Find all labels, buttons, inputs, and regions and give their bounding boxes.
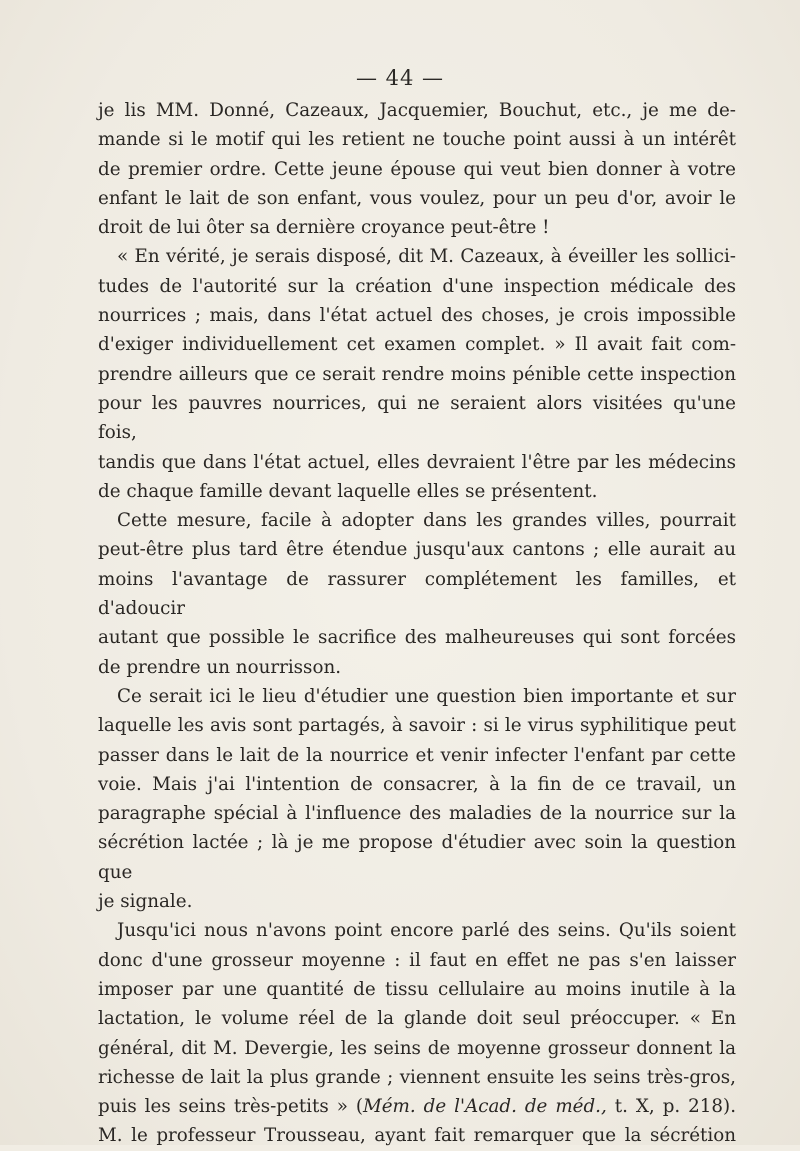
- text-line: lactation, le volume réel de la glande doit seul préoccuper. « En: [98, 1008, 736, 1030]
- text-line: peut-être plus tard être étendue jusqu'aux cantons ; elle aurait au: [98, 539, 736, 561]
- text-line: richesse de lait la plus grande ; viennent ensuite les seins très-gros,: [98, 1066, 736, 1088]
- page-number: — 44 —: [355, 66, 445, 90]
- text-line: imposer par une quantité de tissu cellulaire au moins inutile à la: [98, 978, 736, 1000]
- text-line: prendre ailleurs que ce serait rendre moins pénible cette inspection: [98, 363, 736, 385]
- text-line: laquelle les avis sont partagés, à savoir : si le virus syphilitique peut: [98, 715, 736, 737]
- text-line: tudes de l'autorité sur la création d'une inspection médicale des: [98, 275, 736, 297]
- text-line: nourrices ; mais, dans l'état actuel des choses, je crois impossible: [98, 305, 736, 327]
- text-line: donc d'une grosseur moyenne : il faut en effet ne pas s'en laisser: [98, 949, 736, 971]
- text-line: sécrétion lactée ; là je me propose d'étudier avec soin la question que: [98, 832, 736, 883]
- text-line: droit de lui ôter sa dernière croyance peut-être !: [98, 217, 550, 239]
- text-line: Cette mesure, facile à adopter dans les grandes villes, pourrait: [117, 510, 736, 532]
- text-line: mande si le motif qui les retient ne touche point aussi à un intérêt: [98, 129, 736, 151]
- text-line: général, dit M. Devergie, les seins de moyenne grosseur donnent la: [98, 1037, 736, 1059]
- text-line: enfant le lait de son enfant, vous voulez, pour un peu d'or, avoir le: [98, 187, 736, 209]
- text-line: de premier ordre. Cette jeune épouse qui veut bien donner à votre: [98, 158, 736, 180]
- text-line: de chaque famille devant laquelle elles se présentent.: [98, 480, 598, 502]
- text-segment: puis les seins très-petits » (: [98, 1096, 364, 1118]
- text-line: M. le professeur Trousseau, ayant fait remarquer que la sécrétion: [98, 1125, 736, 1147]
- text-line: moins l'avantage de rassurer complétement les familles, et d'adoucir: [98, 568, 736, 620]
- citation: Mém. de l'Acad. de méd.,: [363, 1096, 607, 1118]
- text-line: Jusqu'ici nous n'avons point encore parlé des seins. Qu'ils soient: [117, 920, 736, 942]
- text-line: [98, 1092, 736, 1121]
- text-line: paragraphe spécial à l'influence des maladies de la nourrice sur la: [98, 803, 736, 825]
- text-line: autant que possible le sacrifice des malheureuses qui sont forcées: [98, 627, 736, 649]
- text-segment: t. X, p. 218).: [606, 1096, 737, 1118]
- text-line: je signale.: [98, 891, 193, 913]
- body-text: [98, 96, 736, 1151]
- text-line: voie. Mais j'ai l'intention de consacrer, à la fin de ce travail, un: [98, 773, 736, 795]
- text-line: je lis MM. Donné, Cazeaux, Jacquemier, Bouchut, etc., je me de-: [98, 100, 736, 121]
- text-line: Ce serait ici le lieu d'étudier une question bien importante et sur: [117, 685, 736, 707]
- text-line: tandis que dans l'état actuel, elles devraient l'être par les médecins: [98, 451, 736, 473]
- text-line: « En vérité, je serais disposé, dit M. Cazeaux, à éveiller les sollici-: [117, 246, 736, 268]
- text-line: d'exiger individuellement cet examen complet. » Il avait fait com-: [98, 334, 736, 356]
- text-line: pour les pauvres nourrices, qui ne seraient alors visitées qu'une fois,: [98, 392, 736, 444]
- text-line: passer dans le lait de la nourrice et venir infecter l'enfant par cette: [98, 744, 736, 766]
- text-line: de prendre un nourrisson.: [98, 656, 342, 678]
